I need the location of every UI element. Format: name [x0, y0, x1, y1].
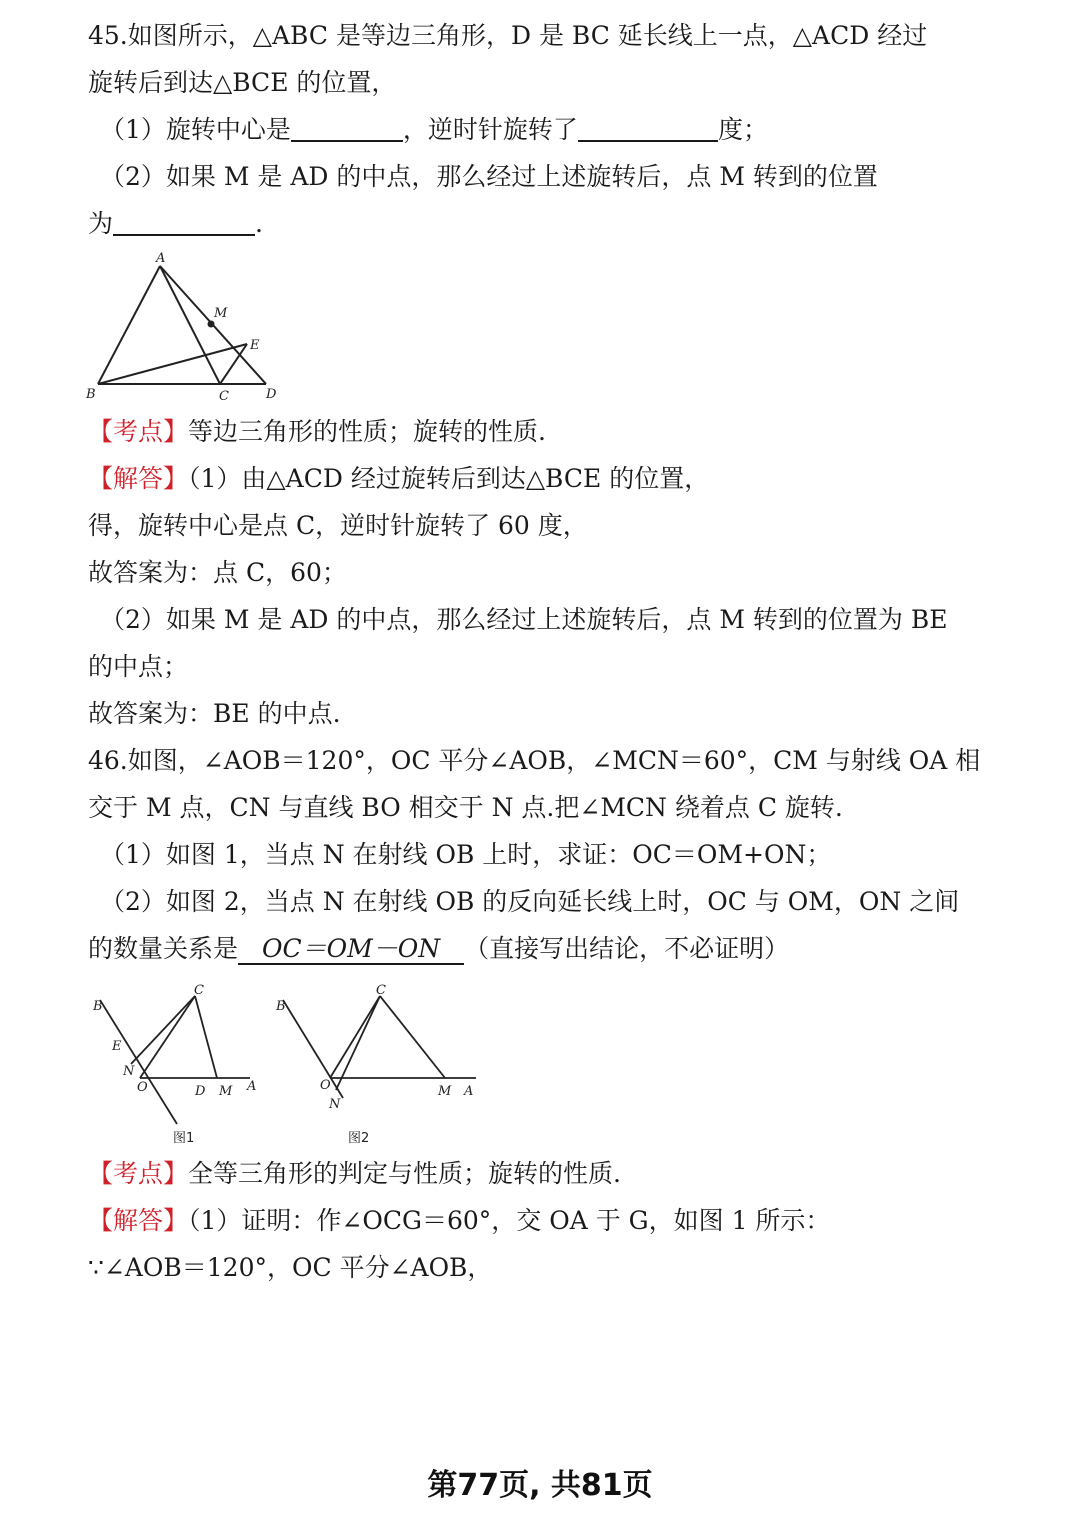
- label-e: E: [250, 338, 260, 353]
- q46-part2-post: （直接写出结论，不必证明）: [464, 934, 790, 963]
- label-c: C: [194, 983, 204, 998]
- period: .: [255, 209, 263, 238]
- line-bo: [283, 1000, 343, 1098]
- label-n: N: [123, 1064, 135, 1079]
- q45-stem-line1: 45.如图所示，△ABC 是等边三角形，D 是 BC 延长线上一点，△ACD 经过: [88, 21, 928, 50]
- label-n: N: [329, 1097, 341, 1112]
- q46-part2: （2）如图 2，当点 N 在射线 OB 的反向延长线上时，OC 与 OM，ON 之间: [100, 887, 960, 916]
- segment-oc: [140, 996, 195, 1078]
- q45-part1-mid: ，逆时针旋转了: [402, 115, 578, 144]
- label-o: O: [320, 1078, 331, 1093]
- segment-cm: [380, 996, 445, 1078]
- label-d: D: [266, 387, 277, 402]
- label-b: B: [86, 387, 96, 402]
- line-bo: [100, 1000, 177, 1124]
- page-footer: 第77页, 共81页: [427, 1468, 653, 1503]
- q46-jieda-line2: ∵∠AOB＝120°，OC 平分∠AOB，: [88, 1253, 493, 1282]
- q46-part2-pre: 的数量关系是: [88, 934, 239, 963]
- label-b: B: [276, 999, 286, 1014]
- q46-part1: （1）如图 1，当点 N 在射线 OB 上时，求证：OC＝OM+ON；: [100, 840, 832, 869]
- kaodian-text: 等边三角形的性质；旋转的性质.: [188, 417, 546, 446]
- q46-part2-cont: [88, 933, 789, 965]
- q45-jieda-line6: 故答案为：BE 的中点.: [88, 699, 341, 728]
- label-o: O: [137, 1080, 148, 1095]
- q45-stem-line2: 旋转后到达△BCE 的位置，: [88, 68, 397, 97]
- point-m: [208, 321, 215, 328]
- jieda-text: （1）证明：作∠OCG＝60°，交 OA 于 G，如图 1 所示：: [188, 1206, 831, 1235]
- q45-part1: [100, 114, 768, 146]
- figure-caption: 图1: [173, 1131, 195, 1146]
- kaodian-tag: 【考点】: [88, 417, 189, 446]
- answer-blank: [578, 114, 718, 142]
- segment-cn: [131, 996, 195, 1064]
- q45-jieda-line2: 得，旋转中心是点 C，逆时针旋转了 60 度，: [88, 511, 588, 540]
- q45-part2: （2）如果 M 是 AD 的中点，那么经过上述旋转后，点 M 转到的位置: [100, 162, 878, 191]
- segment-cm: [195, 996, 217, 1078]
- label-c: C: [219, 389, 229, 404]
- segment-oc: [330, 996, 380, 1078]
- q46-kaodian: [88, 1158, 621, 1190]
- q45-part2-cont: [88, 208, 263, 240]
- q45-part2-label: 为: [88, 209, 114, 238]
- figure-caption: 图2: [348, 1131, 370, 1146]
- label-b: B: [93, 999, 103, 1014]
- q45-jieda-line3: 故答案为：点 C，60；: [88, 558, 347, 587]
- label-e: E: [112, 1039, 122, 1054]
- label-a: A: [247, 1079, 257, 1094]
- q45-part1-post: 度；: [717, 115, 768, 144]
- label-d: D: [195, 1084, 206, 1099]
- jieda-tag: 【解答】: [88, 1206, 189, 1235]
- label-m: M: [214, 306, 228, 321]
- jieda-text: （1）由△ACD 经过旋转后到达△BCE 的位置，: [188, 464, 710, 493]
- q46-stem-line1: 46.如图，∠AOB＝120°，OC 平分∠AOB，∠MCN＝60°，CM 与射线 OA 相: [88, 746, 981, 775]
- segment-cn: [336, 996, 380, 1090]
- kaodian-text: 全等三角形的判定与性质；旋转的性质.: [188, 1159, 621, 1188]
- q45-jieda-line5: 的中点；: [88, 652, 189, 681]
- label-a: A: [156, 251, 166, 266]
- q46-figure-2: [268, 978, 483, 1148]
- jieda-tag: 【解答】: [88, 464, 189, 493]
- label-c: C: [376, 983, 386, 998]
- kaodian-tag: 【考点】: [88, 1159, 189, 1188]
- q45-jieda-line4: （2）如果 M 是 AD 的中点，那么经过上述旋转后，点 M 转到的位置为 BE: [100, 605, 948, 634]
- q46-stem-line2: 交于 M 点，CN 与直线 BO 相交于 N 点.把∠MCN 绕着点 C 旋转.: [88, 793, 843, 822]
- q45-figure: [80, 248, 290, 408]
- q46-figure-1: [85, 978, 265, 1148]
- label-a: A: [464, 1084, 474, 1099]
- q46-jieda-line1: [88, 1205, 830, 1237]
- q45-jieda-line1: [88, 463, 709, 495]
- label-m: M: [438, 1084, 452, 1099]
- answer-blank: [113, 208, 255, 236]
- q45-kaodian: [88, 416, 546, 448]
- label-m: M: [219, 1084, 233, 1099]
- segment-ab: [98, 266, 160, 384]
- answer-blank: [291, 114, 403, 142]
- answer-underlined: OC＝OM－ON: [238, 934, 464, 965]
- q45-part1-pre: （1）旋转中心是: [100, 115, 291, 144]
